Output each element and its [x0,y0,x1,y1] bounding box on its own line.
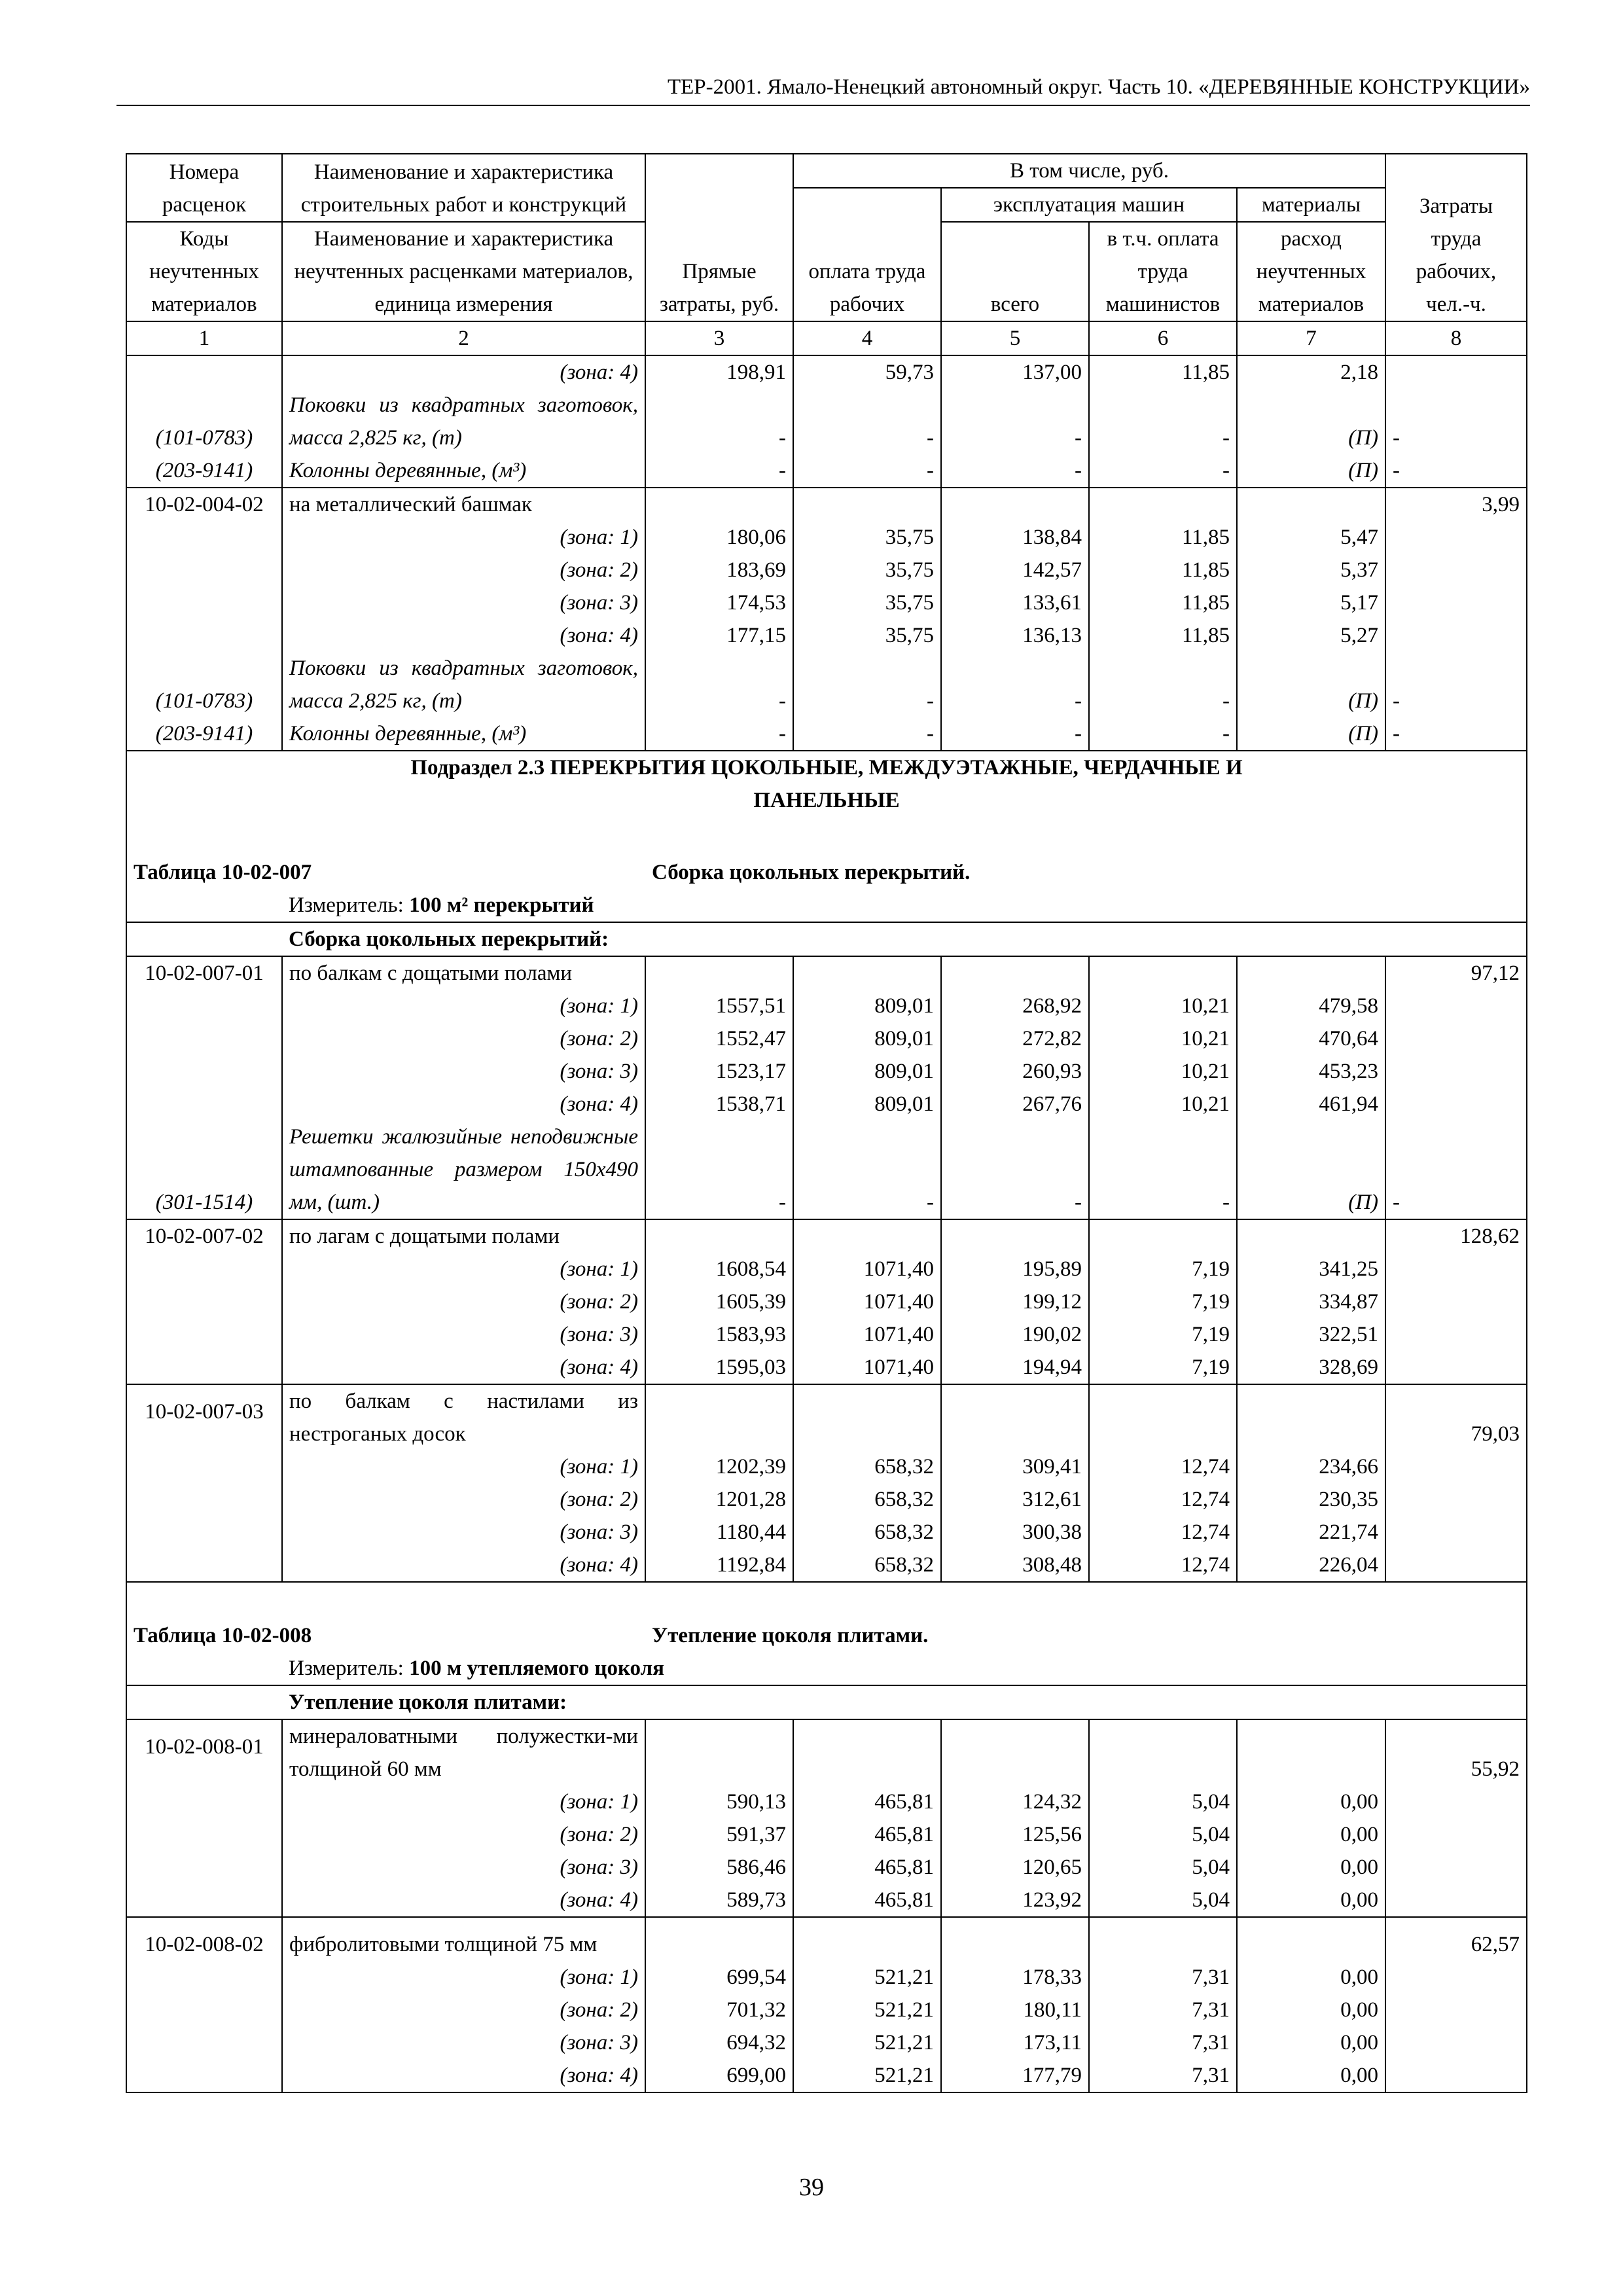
value-cell: 11,85 [1089,521,1237,554]
table-title: Утепление цоколя плитами. [645,1615,1527,1652]
value-cell: 1608,54 [645,1253,793,1285]
measure-value: 100 м утепляемого цоколя [409,1657,664,1680]
value-cell: 0,00 [1237,1961,1385,1994]
subheading-row [126,1685,1527,1719]
measure-label: Измеритель: [289,1657,404,1680]
value-cell: 267,76 [941,1088,1089,1121]
measure-row [126,889,1527,922]
value-cell: - [645,1121,793,1219]
value-cell: 470,64 [1237,1022,1385,1055]
zone-row [126,1253,1527,1285]
value-cell: 5,04 [1089,1884,1237,1917]
value-cell: 1071,40 [793,1253,941,1285]
value-cell: 2,18 [1237,355,1385,389]
col2-top-header: Наименование и характеристика строительных работ и конструкций [282,154,645,222]
zone-label: (зона: 2) [282,1285,645,1318]
value-cell: 5,37 [1237,554,1385,586]
rate-name: по лагам с дощатыми полами [282,1219,645,1253]
zone-label: (зона: 3) [282,1851,645,1884]
zone-label: (зона: 4) [282,2059,645,2092]
value-cell: 230,35 [1237,1483,1385,1516]
value-cell: - [1385,389,1527,454]
value-cell: 125,56 [941,1818,1089,1851]
value-cell: - [1089,1121,1237,1219]
value-cell: 479,58 [1237,990,1385,1022]
labor-value: 79,03 [1385,1384,1527,1450]
value-cell: 7,31 [1089,1961,1237,1994]
value-cell: - [793,454,941,488]
value-cell: 173,11 [941,2026,1089,2059]
value-cell: (П) [1237,652,1385,717]
labor-value: 62,57 [1385,1917,1527,1961]
value-cell: 35,75 [793,619,941,652]
zone-label: (зона: 1) [282,1450,645,1483]
value-cell: 1557,51 [645,990,793,1022]
zone-label: (зона: 4) [282,619,645,652]
zone-row [126,1516,1527,1549]
value-cell: 194,94 [941,1351,1089,1384]
value-cell: 1583,93 [645,1318,793,1351]
value-cell: 1180,44 [645,1516,793,1549]
value-cell: 260,93 [941,1055,1089,1088]
value-cell: 465,81 [793,1884,941,1917]
value-cell: - [1089,454,1237,488]
value-cell: (П) [1237,454,1385,488]
value-cell: 809,01 [793,1088,941,1121]
material-row [126,717,1527,751]
measure-row [126,1652,1527,1685]
value-cell: (П) [1237,1121,1385,1219]
zone-row [126,1318,1527,1351]
value-cell: 195,89 [941,1253,1089,1285]
zone-label: (зона: 2) [282,1483,645,1516]
material-code: (301-1514) [126,1121,282,1219]
col-number: 5 [941,321,1089,355]
rate-code: 10-02-008-01 [126,1719,282,1785]
price-table [126,153,1527,2093]
zone-row [126,1961,1527,1994]
value-cell: 12,74 [1089,1516,1237,1549]
rate-code: 10-02-007-02 [126,1219,282,1253]
value-cell: 7,31 [1089,2059,1237,2092]
zone-row [126,1055,1527,1088]
value-cell: 10,21 [1089,1022,1237,1055]
material-name: Поковки из квадратных заготовок, масса 2,825 кг, (т) [282,389,645,454]
zone-row [126,990,1527,1022]
material-name: Решетки жалюзийные неподвижные штампованные размером 150х490 мм, (шт.) [282,1121,645,1219]
col4-header: оплата труда рабочих [793,188,941,321]
zone-row [126,1483,1527,1516]
value-cell: 0,00 [1237,1851,1385,1884]
value-cell: 12,74 [1089,1483,1237,1516]
zone-row [126,1851,1527,1884]
value-cell: 138,84 [941,521,1089,554]
material-name: Колонны деревянные, (м³) [282,717,645,751]
value-cell: 465,81 [793,1818,941,1851]
rate-row [126,1219,1527,1253]
value-cell: 7,19 [1089,1318,1237,1351]
zone-label: (зона: 1) [282,521,645,554]
value-cell: 1523,17 [645,1055,793,1088]
value-cell: - [941,454,1089,488]
zone-label: (зона: 3) [282,2026,645,2059]
measure [282,889,1527,922]
value-cell: 586,46 [645,1851,793,1884]
value-cell: 177,79 [941,2059,1089,2092]
material-row [126,454,1527,488]
machines-header: эксплуатация машин [941,188,1237,222]
measure-value: 100 м² перекрытий [409,893,594,917]
zone-label: (зона: 3) [282,1055,645,1088]
value-cell: 5,04 [1089,1785,1237,1818]
zone-label: (зона: 1) [282,1253,645,1285]
value-cell: 590,13 [645,1785,793,1818]
rate-row [126,1384,1527,1450]
value-cell: 133,61 [941,586,1089,619]
col3-header: Прямые затраты, руб. [645,154,793,321]
labor-value: 97,12 [1385,956,1527,990]
material-name: Поковки из квадратных заготовок, масса 2,825 кг, (т) [282,652,645,717]
zone-row [126,1022,1527,1055]
value-cell: 341,25 [1237,1253,1385,1285]
rate-row [126,488,1527,521]
zone-label: (зона: 4) [282,355,645,389]
value-cell: 11,85 [1089,586,1237,619]
value-cell: 591,37 [645,1818,793,1851]
value-cell: 521,21 [793,2059,941,2092]
value-cell: - [1089,652,1237,717]
zone-row [126,554,1527,586]
zone-label: (зона: 4) [282,1549,645,1582]
value-cell: 35,75 [793,586,941,619]
value-cell: 1071,40 [793,1318,941,1351]
section-title-line2: ПАНЕЛЬНЫЕ [753,789,900,812]
value-cell: 12,74 [1089,1549,1237,1582]
value-cell: 453,23 [1237,1055,1385,1088]
value-cell: 35,75 [793,554,941,586]
zone-row [126,586,1527,619]
value-cell: 221,74 [1237,1516,1385,1549]
rate-name: фибролитовыми толщиной 75 мм [282,1917,645,1961]
zone-row [126,1785,1527,1818]
value-cell: 190,02 [941,1318,1089,1351]
value-cell: - [1385,1121,1527,1219]
col-number: 6 [1089,321,1237,355]
value-cell: 5,47 [1237,521,1385,554]
value-cell: 7,31 [1089,2026,1237,2059]
value-cell: (П) [1237,389,1385,454]
value-cell: 7,31 [1089,1994,1237,2026]
measure-label: Измеритель: [289,893,404,917]
col-number: 2 [282,321,645,355]
table-subheading: Утепление цоколя плитами: [282,1685,1527,1719]
value-cell: - [941,389,1089,454]
value-cell: - [645,454,793,488]
value-cell: 699,00 [645,2059,793,2092]
zone-row [126,1994,1527,2026]
zone-label: (зона: 4) [282,1351,645,1384]
value-cell: (П) [1237,717,1385,751]
table-title-row [126,1615,1527,1652]
value-cell: 0,00 [1237,2026,1385,2059]
zone-label: (зона: 4) [282,1088,645,1121]
zone-label: (зона: 1) [282,1961,645,1994]
rate-name: по балкам с настилами из нестроганых досок [282,1384,645,1450]
value-cell: - [793,1121,941,1219]
value-cell: 658,32 [793,1516,941,1549]
value-cell: 322,51 [1237,1318,1385,1351]
rate-name: минераловатными полужестки-ми толщиной 60 мм [282,1719,645,1785]
value-cell: 809,01 [793,1055,941,1088]
value-cell: 268,92 [941,990,1089,1022]
col-number: 3 [645,321,793,355]
col1-bottom-header: Коды неучтенных материалов [126,222,282,321]
value-cell: 0,00 [1237,1818,1385,1851]
value-cell: 183,69 [645,554,793,586]
zone-row [126,1285,1527,1318]
material-code: (101-0783) [126,652,282,717]
value-cell: - [1385,652,1527,717]
value-cell: 5,17 [1237,586,1385,619]
value-cell: 7,19 [1089,1253,1237,1285]
section-heading-row [126,751,1527,856]
zone-label: (зона: 2) [282,1022,645,1055]
value-cell: - [793,652,941,717]
value-cell: 123,92 [941,1884,1089,1917]
value-cell: 1595,03 [645,1351,793,1384]
value-cell: 120,65 [941,1851,1089,1884]
subheading-row [126,922,1527,956]
value-cell: 5,27 [1237,619,1385,652]
table-label: Таблица 10-02-007 [126,856,645,889]
material-row [126,652,1527,717]
material-row [126,1121,1527,1219]
value-cell: 11,85 [1089,619,1237,652]
value-cell: 142,57 [941,554,1089,586]
value-cell: - [1385,717,1527,751]
table-title: Сборка цокольных перекрытий. [645,856,1527,889]
value-cell: 701,32 [645,1994,793,2026]
col-number: 7 [1237,321,1385,355]
value-cell: 1071,40 [793,1351,941,1384]
value-cell: 0,00 [1237,2059,1385,2092]
value-cell: 180,06 [645,521,793,554]
value-cell: 658,32 [793,1483,941,1516]
value-cell: 1201,28 [645,1483,793,1516]
value-cell: 465,81 [793,1851,941,1884]
value-cell: 1192,84 [645,1549,793,1582]
value-cell: 465,81 [793,1785,941,1818]
table-subheading: Сборка цокольных перекрытий: [282,922,1527,956]
col-number: 8 [1385,321,1527,355]
value-cell: 328,69 [1237,1351,1385,1384]
table-label: Таблица 10-02-008 [126,1615,645,1652]
zone-row [126,355,1527,389]
zone-label: (зона: 4) [282,1884,645,1917]
labor-value: 128,62 [1385,1219,1527,1253]
value-cell: - [941,1121,1089,1219]
value-cell: 521,21 [793,1994,941,2026]
value-cell: - [1385,454,1527,488]
col6-header: в т.ч. оплата труда машинистов [1089,222,1237,321]
rate-row [126,956,1527,990]
zone-label: (зона: 3) [282,586,645,619]
col8-header: Затраты труда рабочих, чел.-ч. [1385,154,1527,321]
value-cell: 809,01 [793,990,941,1022]
value-cell: 658,32 [793,1450,941,1483]
material-row [126,389,1527,454]
value-cell: - [793,389,941,454]
value-cell: 521,21 [793,2026,941,2059]
zone-label: (зона: 2) [282,554,645,586]
zone-row [126,1351,1527,1384]
zone-row [126,521,1527,554]
rate-code: 10-02-007-01 [126,956,282,990]
value-cell: 5,04 [1089,1851,1237,1884]
labor-value: 3,99 [1385,488,1527,521]
value-cell: - [793,717,941,751]
value-cell: 5,04 [1089,1818,1237,1851]
zone-row [126,1884,1527,1917]
value-cell: - [645,389,793,454]
zone-row [126,1549,1527,1582]
zone-row [126,2059,1527,2092]
value-cell: 300,38 [941,1516,1089,1549]
value-cell: 10,21 [1089,1055,1237,1088]
col5-header: всего [941,222,1089,321]
measure [282,1652,1527,1685]
value-cell: 178,33 [941,1961,1089,1994]
value-cell: - [1089,389,1237,454]
value-cell: 12,74 [1089,1450,1237,1483]
col1-top-header: Номера расценок [126,154,282,222]
value-cell: 10,21 [1089,990,1237,1022]
zone-label: (зона: 2) [282,1818,645,1851]
col-number: 1 [126,321,282,355]
material-code: (203-9141) [126,717,282,751]
value-cell: 334,87 [1237,1285,1385,1318]
including-header: В том числе, руб. [793,154,1385,188]
value-cell: 226,04 [1237,1549,1385,1582]
zone-row [126,1450,1527,1483]
zone-row [126,619,1527,652]
value-cell: 7,19 [1089,1351,1237,1384]
page-number: 39 [799,2174,824,2201]
rate-row [126,1917,1527,1961]
value-cell: 658,32 [793,1549,941,1582]
col2-bottom-header: Наименование и характеристика неучтенных расценками материалов, единица измерения [282,222,645,321]
materials-header: материалы [1237,188,1385,222]
value-cell: 1071,40 [793,1285,941,1318]
value-cell: 198,91 [645,355,793,389]
value-cell: 137,00 [941,355,1089,389]
zone-label: (зона: 3) [282,1516,645,1549]
value-cell: 309,41 [941,1450,1089,1483]
value-cell: 10,21 [1089,1088,1237,1121]
value-cell: 0,00 [1237,1785,1385,1818]
value-cell: 272,82 [941,1022,1089,1055]
value-cell: 11,85 [1089,355,1237,389]
value-cell: 0,00 [1237,1994,1385,2026]
value-cell: 7,19 [1089,1285,1237,1318]
material-code: (101-0783) [126,389,282,454]
value-cell: - [645,652,793,717]
rate-name: на металлический башмак [282,488,645,521]
rate-name: по балкам с дощатыми полами [282,956,645,990]
zone-label: (зона: 3) [282,1318,645,1351]
value-cell: 521,21 [793,1961,941,1994]
value-cell: - [1089,717,1237,751]
value-cell: 694,32 [645,2026,793,2059]
value-cell: 1538,71 [645,1088,793,1121]
running-header: ТЕР-2001. Ямало-Ненецкий автономный округ. Часть 10. «ДЕРЕВЯННЫЕ КОНСТРУКЦИИ» [667,75,1530,99]
value-cell: - [645,717,793,751]
material-name: Колонны деревянные, (м³) [282,454,645,488]
zone-row [126,1088,1527,1121]
zone-row [126,2026,1527,2059]
value-cell: 1202,39 [645,1450,793,1483]
value-cell: - [941,717,1089,751]
col-number: 4 [793,321,941,355]
spacer-row [126,1582,1527,1615]
value-cell: 1605,39 [645,1285,793,1318]
value-cell: 0,00 [1237,1884,1385,1917]
zone-row [126,1818,1527,1851]
material-code: (203-9141) [126,454,282,488]
zone-label: (зона: 1) [282,990,645,1022]
value-cell: 589,73 [645,1884,793,1917]
labor-value: 55,92 [1385,1719,1527,1785]
value-cell: 699,54 [645,1961,793,1994]
value-cell: 177,15 [645,619,793,652]
value-cell: 35,75 [793,521,941,554]
zone-label: (зона: 2) [282,1994,645,2026]
value-cell: 11,85 [1089,554,1237,586]
rate-code: 10-02-007-03 [126,1384,282,1450]
value-cell: - [941,652,1089,717]
value-cell: 59,73 [793,355,941,389]
table-title-row [126,856,1527,889]
rate-code: 10-02-008-02 [126,1917,282,1961]
value-cell: 124,32 [941,1785,1089,1818]
value-cell: 461,94 [1237,1088,1385,1121]
value-cell: 180,11 [941,1994,1089,2026]
header-row-1 [126,154,1527,188]
value-cell: 199,12 [941,1285,1089,1318]
col7-header: расход неучтенных материалов [1237,222,1385,321]
value-cell: 174,53 [645,586,793,619]
value-cell: 809,01 [793,1022,941,1055]
zone-label: (зона: 1) [282,1785,645,1818]
value-cell: 312,61 [941,1483,1089,1516]
header-rule [116,105,1530,106]
column-number-row [126,321,1527,355]
section-title-line1: Подраздел 2.3 ПЕРЕКРЫТИЯ ЦОКОЛЬНЫЕ, МЕЖДУЭТАЖНЫЕ, ЧЕРДАЧНЫЕ И [410,756,1243,780]
value-cell: 1552,47 [645,1022,793,1055]
value-cell: 234,66 [1237,1450,1385,1483]
rate-code: 10-02-004-02 [126,488,282,521]
rate-row [126,1719,1527,1785]
value-cell: 136,13 [941,619,1089,652]
value-cell: 308,48 [941,1549,1089,1582]
